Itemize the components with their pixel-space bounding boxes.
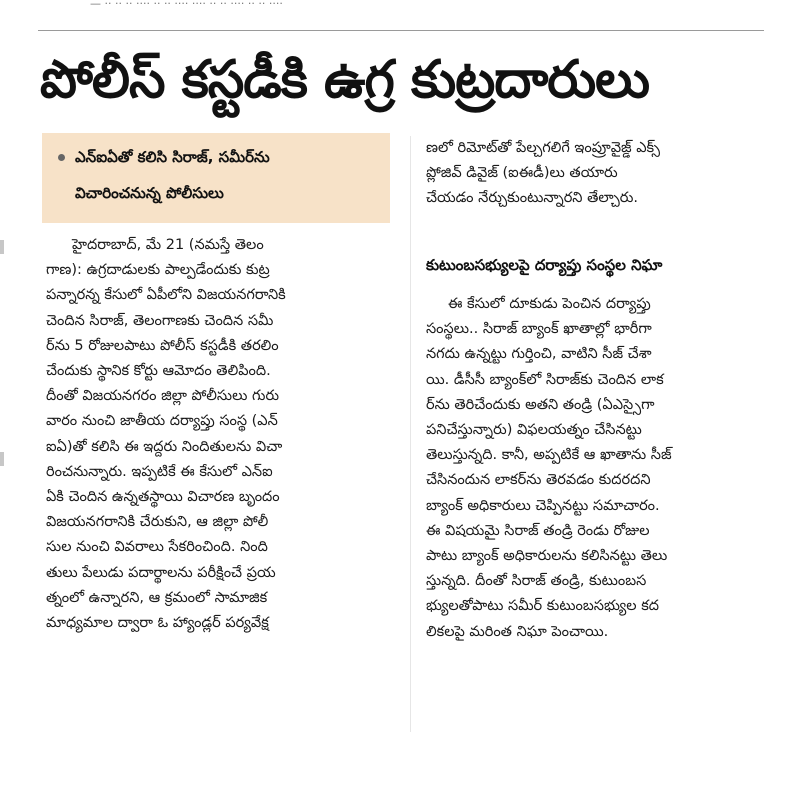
- text-line: ఈ కేసులో దూకుడు పెంచిన దర్యాప్తు: [448, 296, 651, 312]
- bullet-icon: [58, 154, 65, 161]
- deck-text: విచారించనున్న పోలీసులు: [75, 184, 224, 202]
- deck-box: [42, 133, 390, 223]
- text-line: పన్నారన్న కేసులో ఏపీలోని విజయనగరానికి: [46, 287, 286, 304]
- clipped-text: — ·· ·· ·· ···· ·· ·· ···· ···· ·· ·· ···· ·· ·· ····: [90, 0, 283, 10]
- text-line: ఈ విషయమై సిరాజ్ తండ్రి రెండు రోజుల: [426, 522, 650, 539]
- text-line: ప్లోజివ్ డివైజ్ (ఐఈడీ)లు తయారు: [426, 165, 618, 182]
- article-right-column-top: [426, 136, 766, 212]
- text-line: నగదు ఉన్నట్టు గుర్తించి, వాటిని సీజ్ చేశా: [426, 346, 652, 363]
- text-line: దీంతో విజయనగరం జిల్లా పోలీసులు గురు: [46, 388, 280, 405]
- text-line: సంస్థలు.. సిరాజ్ బ్యాంక్ ఖాతాల్లో భారీగా: [426, 321, 652, 338]
- subheading: కుటుంబసభ్యులపై దర్యాప్తు సంస్థల నిఘా: [426, 256, 663, 274]
- text-line: ర్‌ను తెరిచేందుకు అతని తండ్రి (ఏఎస్సైగా: [426, 396, 655, 413]
- article-left-column: [46, 233, 398, 636]
- text-line: బ్యాంక్ అధికారులు చెప్పినట్టు సమాచారం.: [426, 497, 660, 514]
- text-line: తెలుస్తున్నది. కానీ, అప్పటికే ఆ ఖాతాను సీజ్: [426, 447, 672, 464]
- text-line: పాటు బ్యాంక్ అధికారులను కలిసినట్టు తెలు: [426, 548, 668, 565]
- text-line: వారం నుంచి జాతీయ దర్యాప్తు సంస్థ (ఎన్: [46, 413, 278, 430]
- text-line: ర్‌ను 5 రోజులపాటు పోలీస్ కస్టడీకి తరలిం: [46, 337, 279, 354]
- text-line: గాణ): ఉగ్రదాడులకు పాల్పడేందుకు కుట్ర: [46, 262, 270, 279]
- text-line: విజయనగరానికి చేరుకుని, ఆ జిల్లా పోలీ: [46, 514, 269, 531]
- text-line: త్నంలో ఉన్నారని, ఆ క్రమంలో సామాజిక: [46, 589, 268, 606]
- headline: పోలీస్ కస్టడీకి ఉగ్ర కుట్రదారులు: [40, 50, 649, 110]
- article-right-column-body: [426, 292, 766, 645]
- text-line: ఐఏ)తో కలిసి ఈ ఇద్దరు నిందితులను విచా: [46, 438, 283, 455]
- text-line: చేందుకు స్థానిక కోర్టు ఆమోదం తెలిపింది.: [46, 363, 271, 380]
- clipped-previous-text-strip: [0, 0, 800, 14]
- text-line: ఏకి చెందిన ఉన్నతస్థాయి విచారణ బృందం: [46, 489, 280, 506]
- text-line: స్తున్నది. దీంతో సిరాజ్ తండ్రి, కుటుంబస: [426, 573, 647, 590]
- deck-text: ఎన్ఐఏతో కలిసి సిరాజ్, సమీర్‌ను: [75, 148, 270, 166]
- text-line: లికలపై మరింత నిఘా పెంచాయి.: [426, 623, 609, 640]
- text-line: యి. డీసీసీ బ్యాంక్‌లో సిరాజ్‌కు చెందిన లాక: [426, 371, 664, 388]
- top-divider-rule: [38, 30, 764, 31]
- column-gutter: [410, 136, 411, 732]
- left-edge-mark: [0, 240, 4, 254]
- text-line: చేయడం నేర్చుకుంటున్నారని తేల్చారు.: [426, 190, 638, 207]
- text-line: హైదరాబాద్, మే 21 (నమస్తే తెలం: [72, 237, 264, 253]
- left-edge-mark: [0, 452, 4, 466]
- text-line: సుల నుంచి వివరాలు సేకరించింది. నింది: [46, 539, 268, 556]
- text-line: తులు పేలుడు పదార్థాలను పరీక్షించే ప్రయ: [46, 564, 276, 581]
- deck-line: [58, 175, 380, 211]
- text-line: పనిచేస్తున్నారు) విఫలయత్నం చేసినట్టు: [426, 422, 642, 439]
- text-line: రించనున్నారు. ఇప్పటికే ఈ కేసులో ఎన్ఐ: [46, 463, 273, 480]
- deck-line: [58, 139, 380, 175]
- text-line: చేసినందున లాకర్‌ను తెరవడం కుదరదని: [426, 472, 651, 489]
- text-line: చెందిన సిరాజ్, తెలంగాణకు చెందిన సమీ: [46, 312, 274, 329]
- text-line: మాధ్యమాల ద్వారా ఓ హ్యాండ్లర్ పర్యవేక్ష: [46, 615, 269, 632]
- text-line: ణలో రిమోట్‌తో పేల్చగలిగే ఇంప్రూవైజ్డ్ ఎక్స్: [426, 140, 660, 156]
- text-line: భ్యులతోపాటు సమీర్ కుటుంబసభ్యుల కద: [426, 598, 660, 615]
